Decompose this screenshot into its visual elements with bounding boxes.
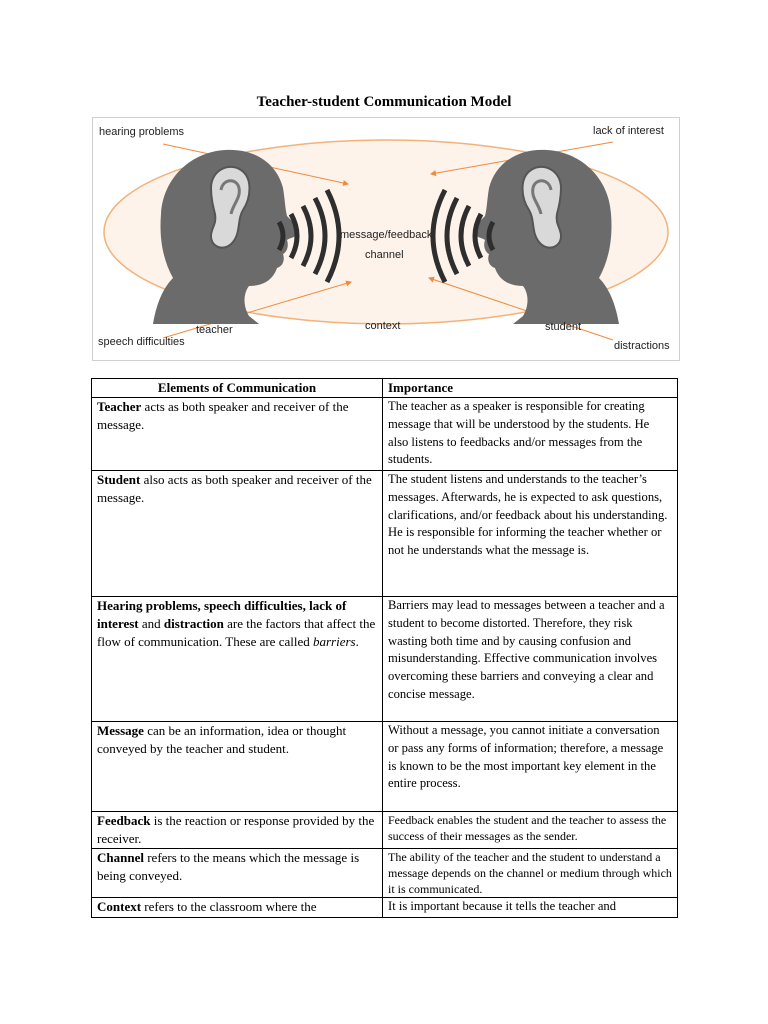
importance-cell: It is important because it tells the teacher and [383,898,678,918]
communication-elements-table [91,378,678,918]
label-student: student [545,321,582,333]
element-description: refers to the classroom where the [141,899,317,914]
element-description: are the factors that affect the flow of communication. These are called [97,616,376,649]
label-context: context [365,320,401,332]
communication-model-figure [92,117,680,361]
element-term: Channel [97,850,144,865]
table-header-row [92,379,678,398]
label-channel: channel [365,249,404,261]
element-cell [92,471,383,597]
element-cell [92,597,383,722]
label-distractions: distractions [614,340,670,352]
header-elements: Elements of Communication [92,379,383,398]
label-teacher: teacher [196,324,233,336]
element-connector: and [138,616,164,631]
table-row [92,398,678,471]
table-row [92,812,678,849]
element-description: is the reaction or response provided by the receiver. [97,813,375,846]
label-message-feedback: message/feedback [340,229,433,241]
label-hearing-problems: hearing problems [99,126,184,138]
table-row [92,722,678,812]
element-term: Teacher [97,399,142,414]
element-cell [92,812,383,849]
element-end: . [355,634,359,649]
importance-cell: The student listens and understands to the teacher’s messages. Afterwards, he is expected to ask questions, clarifications, and/or feedback about his understanding. He is responsible for informing the teacher whether or not he understands what the message is. [383,471,678,597]
element-term: Context [97,899,142,914]
element-term: Student [97,472,141,487]
importance-cell: Barriers may lead to messages between a teacher and a student to become distorted. Therefore, they risk wasting both time and by causing confusion and misunderstanding. Effective communication involves overcoming these barriers and conveying a clear and concise message. [383,597,678,722]
table-row [92,849,678,898]
element-cell [92,722,383,812]
element-description: also acts as both speaker and receiver of the message. [97,472,372,505]
element-term: distraction [163,616,224,631]
header-importance: Importance [383,379,678,398]
importance-cell: Without a message, you cannot initiate a conversation or pass any forms of information; therefore, a message is known to be the most important key element in the entire process. [383,722,678,812]
element-description: acts as both speaker and receiver of the message. [97,399,349,432]
page-title: Teacher-student Communication Model [256,94,512,110]
table-row [92,597,678,722]
element-cell [92,898,383,918]
table-row [92,471,678,597]
label-speech-difficulties: speech difficulties [98,336,185,348]
element-term: Hearing problems, speech difficulties, lack of interest [97,598,347,631]
table-row [92,898,678,918]
element-description: can be an information, idea or thought conveyed by the teacher and student. [97,723,347,756]
element-cell [92,398,383,471]
element-description: refers to the means which the message is being conveyed. [97,850,360,883]
importance-cell: The teacher as a speaker is responsible for creating message that will be understood by the students. He also listens to feedbacks and/or messages from the students. [383,398,678,471]
element-term: Feedback [97,813,151,828]
element-term: Message [97,723,144,738]
element-italic-term: barriers [313,634,356,649]
importance-cell: The ability of the teacher and the student to understand a message depends on the channel or medium through which it is communicated. [383,849,678,898]
element-cell [92,849,383,898]
importance-cell: Feedback enables the student and the teacher to assess the success of their messages as the sender. [383,812,678,849]
label-lack-of-interest: lack of interest [593,125,664,137]
